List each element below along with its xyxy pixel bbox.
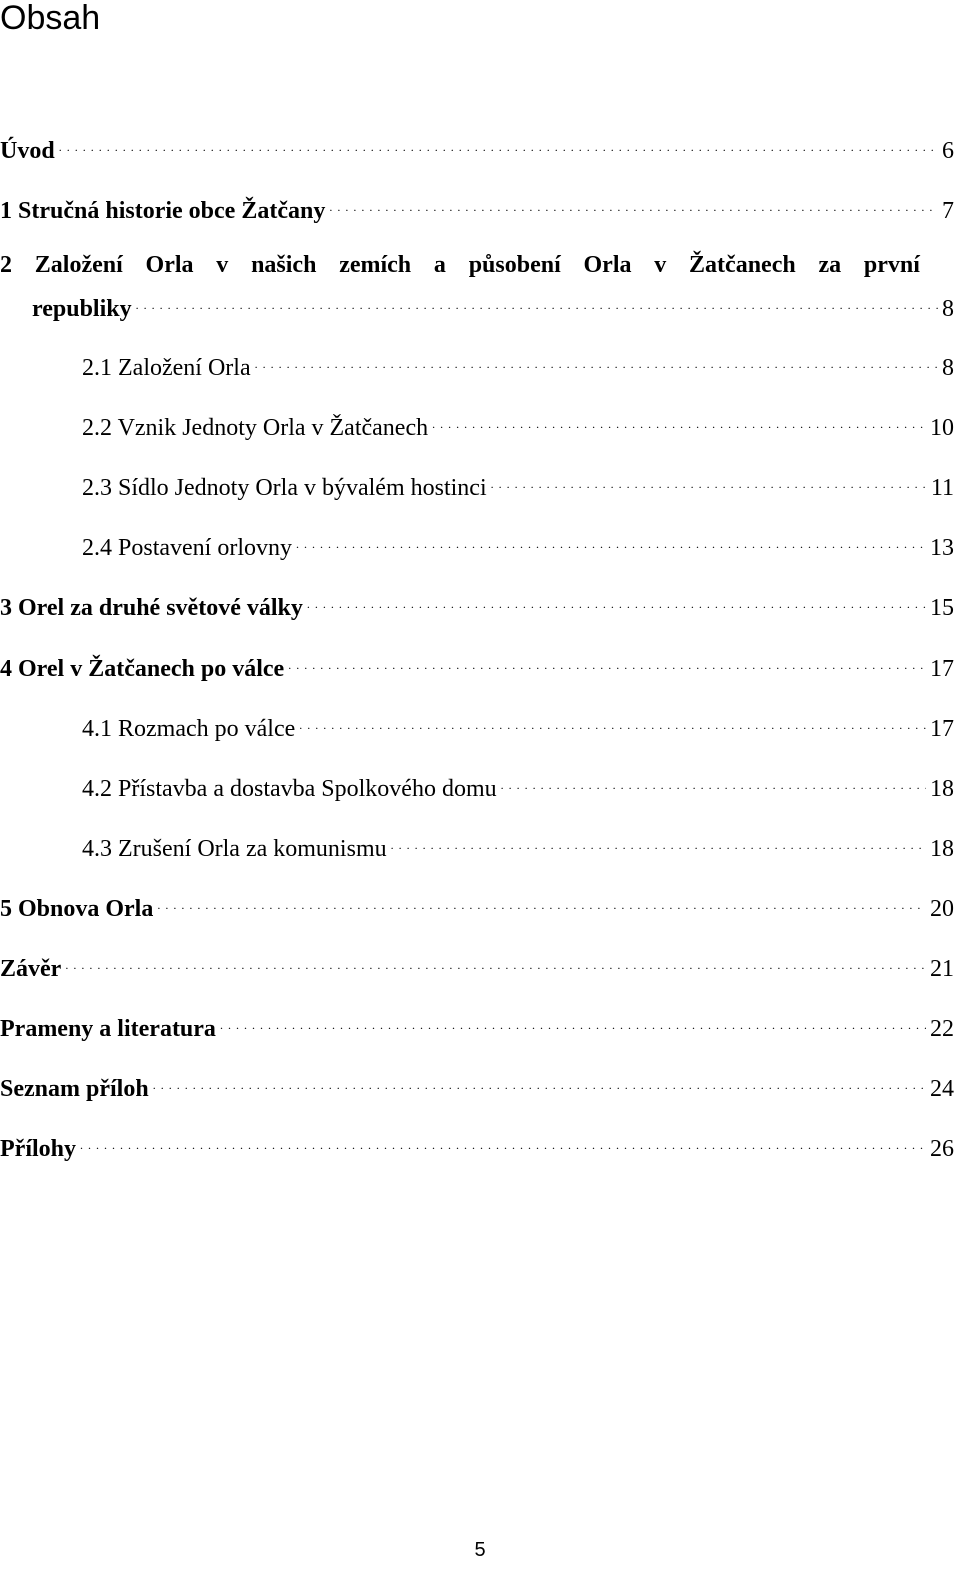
- toc-entry-zaver[interactable]: [0, 946, 954, 984]
- toc-entry-label: Úvod: [0, 138, 55, 164]
- toc-entry-section-4-3[interactable]: [82, 826, 954, 864]
- dot-leader: [296, 525, 926, 555]
- toc-entry-label: 2.1 Založení Orla: [82, 355, 251, 381]
- toc-entry-label: 3 Orel za druhé světové války: [0, 595, 303, 621]
- dot-leader: [501, 766, 926, 796]
- toc-entry-section-2-3[interactable]: [82, 465, 954, 503]
- toc-entry-chapter-3[interactable]: [0, 585, 954, 623]
- toc-entry-prameny[interactable]: [0, 1006, 954, 1044]
- toc-word: v: [216, 252, 229, 278]
- toc-entry-label: 4 Orel v Žatčanech po válce: [0, 656, 285, 682]
- toc-entry-chapter-1[interactable]: [0, 188, 954, 226]
- dot-leader: [329, 188, 938, 218]
- toc-entry-label: 1 Stručná historie obce Žatčany: [0, 198, 326, 224]
- dot-leader: [65, 946, 926, 976]
- toc-entry-seznam-priloh[interactable]: [0, 1066, 954, 1104]
- toc-entry-prilohy[interactable]: [0, 1126, 954, 1164]
- toc-word: a: [433, 252, 446, 278]
- toc-page-number: 15: [930, 595, 954, 621]
- toc-entry-label: 2.3 Sídlo Jednoty Orla v bývalém hostinci: [82, 475, 487, 501]
- toc-word: Žatčanech: [689, 252, 796, 278]
- dot-leader: [491, 465, 927, 495]
- toc-page-number: 18: [930, 836, 954, 862]
- toc-entry-label: 4.3 Zrušení Orla za komunismu: [82, 836, 387, 862]
- toc-word: za: [818, 252, 842, 278]
- toc-entry-chapter-2-line-2[interactable]: [32, 286, 954, 324]
- toc-entry-label: 4.1 Rozmach po válce: [82, 716, 296, 742]
- toc-word: Orla: [583, 252, 632, 278]
- toc-entry-label: republiky: [32, 296, 132, 322]
- toc-page-number: 22: [930, 1016, 954, 1042]
- dot-leader: [59, 128, 938, 158]
- toc-page-number: 24: [930, 1076, 954, 1102]
- toc-page-number: 10: [930, 415, 954, 441]
- toc-word: 2: [0, 252, 12, 278]
- toc-entry-section-2-2[interactable]: [82, 405, 954, 443]
- dot-leader: [80, 1126, 926, 1156]
- dot-leader: [391, 826, 926, 856]
- page-title: Obsah: [0, 0, 101, 37]
- toc-entry-chapter-5[interactable]: [0, 886, 954, 924]
- dot-leader: [157, 886, 926, 916]
- toc-entry-label: Prameny a literatura: [0, 1016, 216, 1042]
- toc-entry-section-4-1[interactable]: [82, 706, 954, 744]
- toc-entry-label: 2.2 Vznik Jednoty Orla v Žatčanech: [82, 415, 429, 441]
- toc-page-number: 17: [930, 656, 954, 682]
- toc-word: působení: [468, 252, 561, 278]
- toc-word: zemích: [339, 252, 412, 278]
- toc-entry-chapter-4[interactable]: [0, 646, 954, 684]
- dot-leader: [153, 1066, 926, 1096]
- toc-page-number: 7: [942, 198, 954, 224]
- dot-leader: [288, 646, 926, 676]
- toc-word: Orla: [145, 252, 194, 278]
- toc-page-number: 17: [930, 716, 954, 742]
- dot-leader: [307, 585, 926, 615]
- dot-leader: [136, 286, 938, 316]
- dot-leader: [220, 1006, 926, 1036]
- dot-leader: [299, 706, 926, 736]
- toc-entry-label: Závěr: [0, 956, 62, 982]
- toc-entry-section-4-2[interactable]: [82, 766, 954, 804]
- toc-page-number: 26: [930, 1136, 954, 1162]
- toc-word: Založení: [34, 252, 123, 278]
- toc-entry-label: Seznam příloh: [0, 1076, 149, 1102]
- toc-entry-label: 4.2 Přístavba a dostavba Spolkového domu: [82, 776, 497, 802]
- dot-leader: [432, 405, 926, 435]
- toc-page-number: 20: [930, 896, 954, 922]
- toc-word: první: [863, 252, 920, 278]
- toc-entry-section-2-1[interactable]: [82, 345, 954, 383]
- toc-entry-label: 5 Obnova Orla: [0, 896, 154, 922]
- toc-entry-label: Přílohy: [0, 1136, 76, 1162]
- toc-page-number: 8: [942, 355, 954, 381]
- dot-leader: [255, 345, 938, 375]
- toc-word: našich: [251, 252, 317, 278]
- toc-page-number: 6: [942, 138, 954, 164]
- toc-entry-label: 2.4 Postavení orlovny: [82, 535, 292, 561]
- toc-page-number: 13: [930, 535, 954, 561]
- toc-page-number: 18: [930, 776, 954, 802]
- toc-page-number: 21: [930, 956, 954, 982]
- toc-entry-section-2-4[interactable]: [82, 525, 954, 563]
- footer-page-number: 5: [474, 1539, 486, 1561]
- toc-page-number: 8: [942, 296, 954, 322]
- toc-entry-uvod[interactable]: [0, 128, 954, 166]
- toc-word: v: [654, 252, 667, 278]
- toc-page-number: 11: [930, 475, 954, 501]
- toc-entry-chapter-2-line-1[interactable]: [0, 250, 920, 280]
